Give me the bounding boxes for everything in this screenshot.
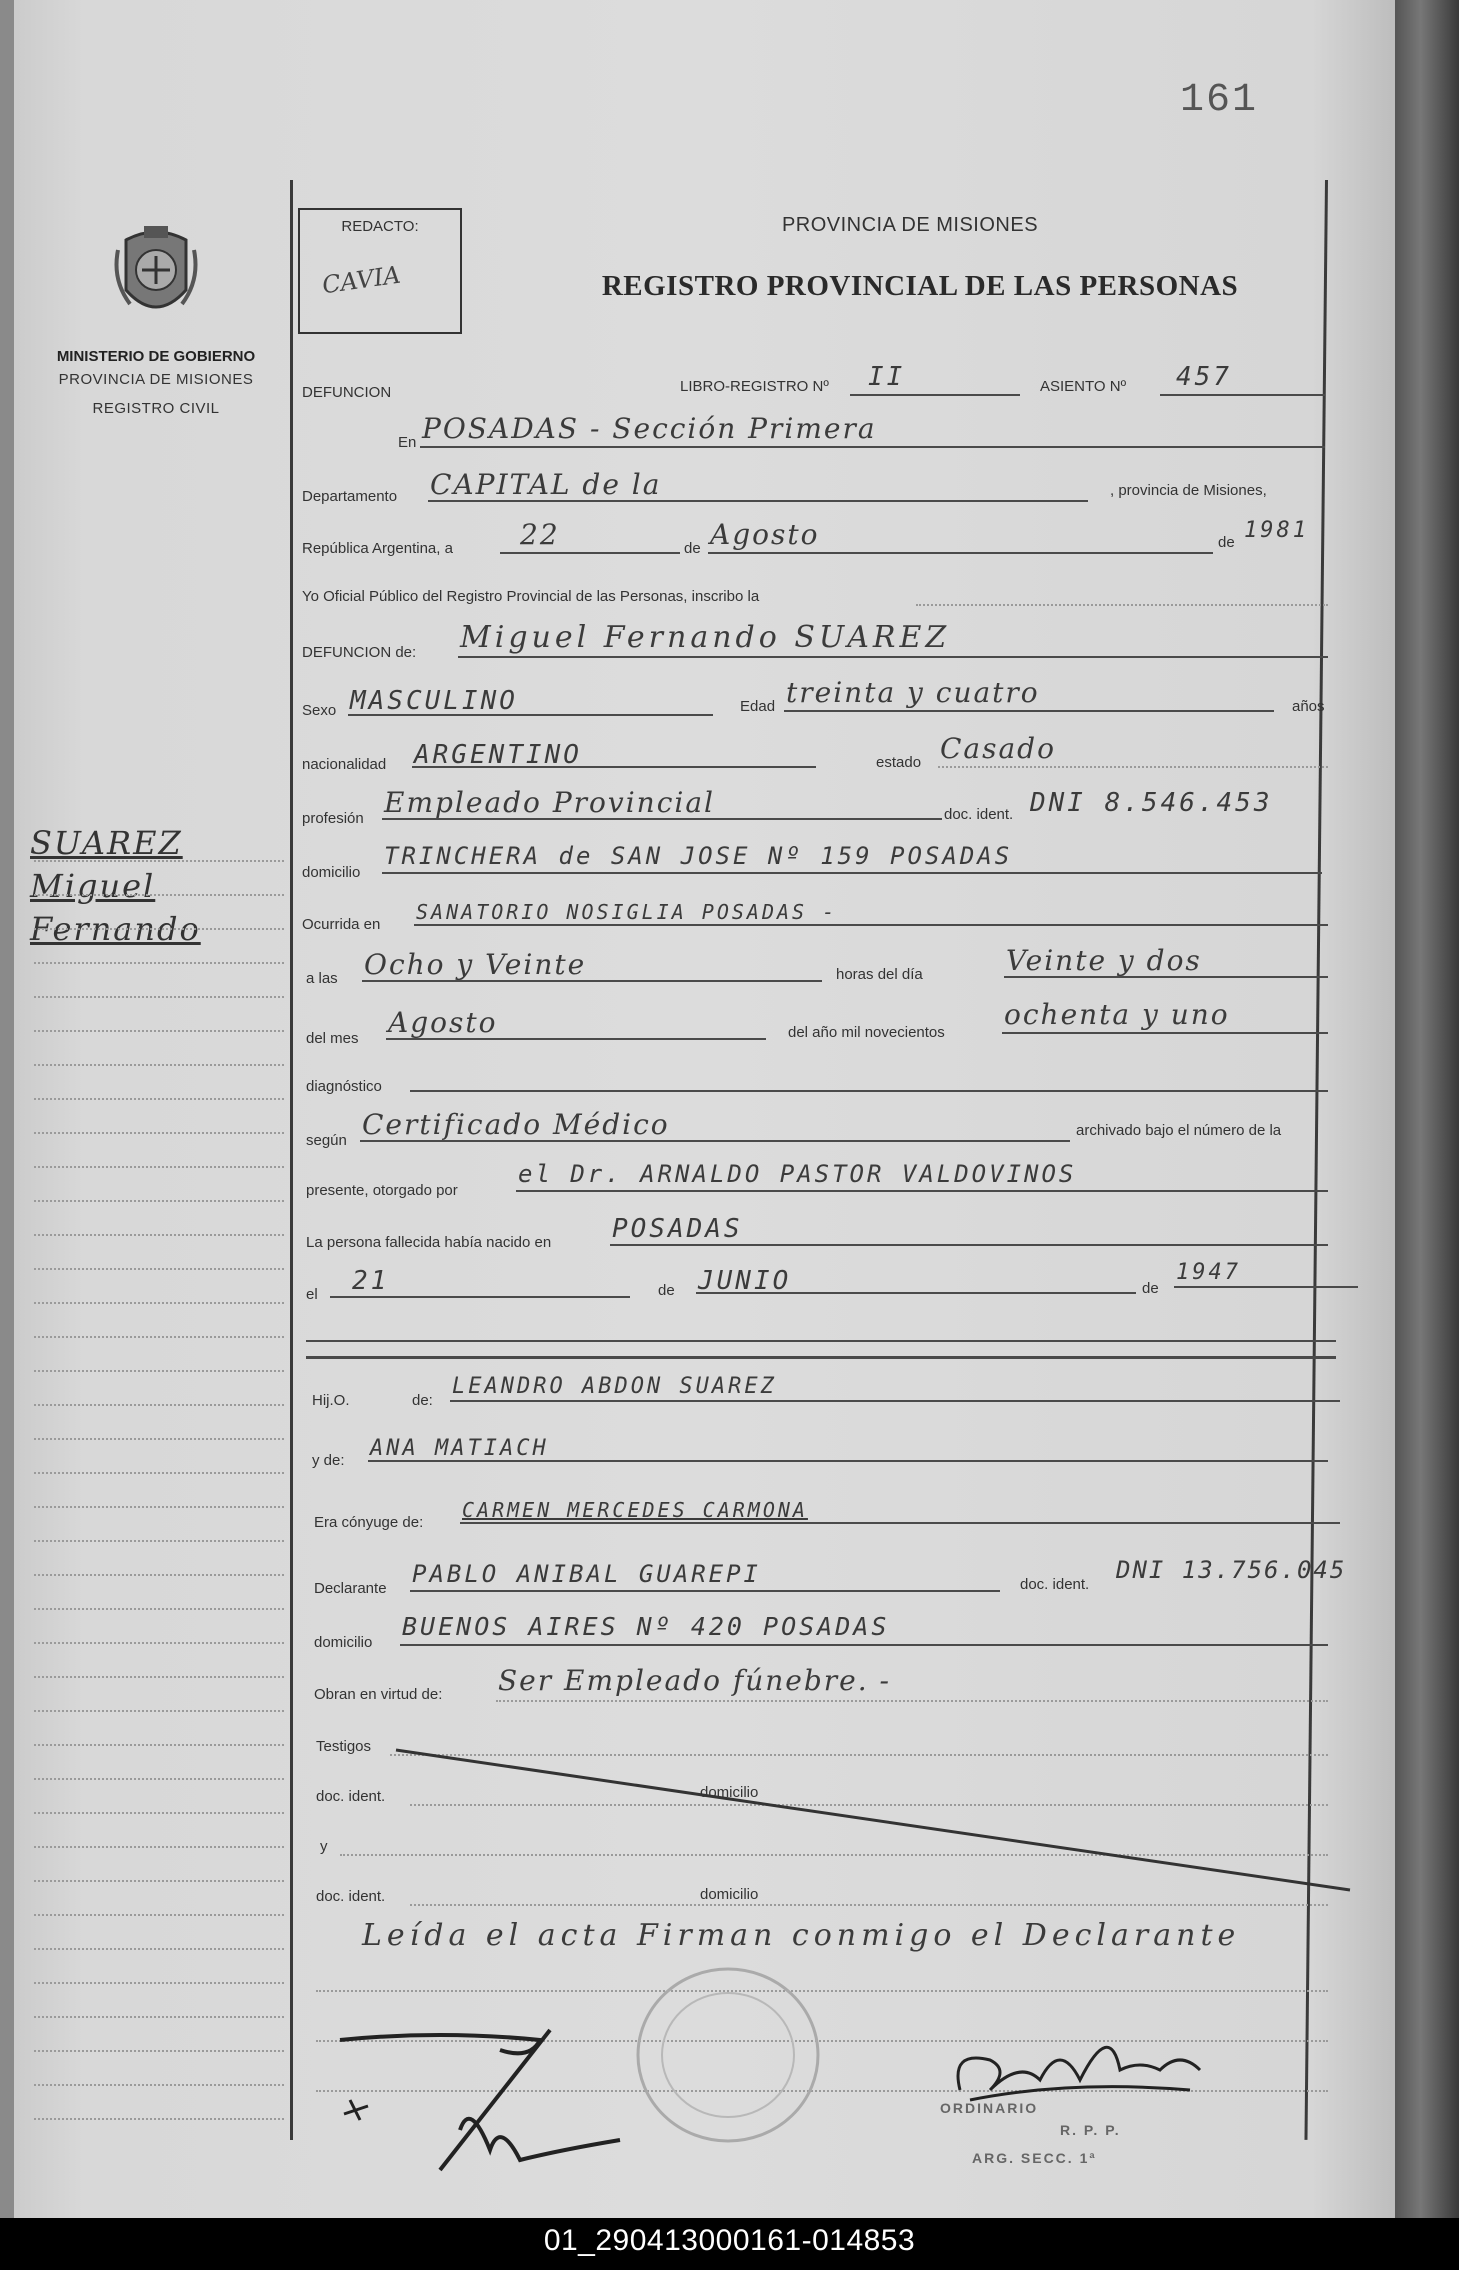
- margin-dotted-line: [34, 1234, 284, 1236]
- declarante-dom-value: BUENOS AIRES Nº 420 POSADAS: [402, 1612, 890, 1641]
- segun-label: según: [306, 1132, 347, 1149]
- doc-ident-label: doc. ident.: [944, 806, 1014, 823]
- declarante-value: PABLO ANIBAL GUAREPI: [412, 1560, 761, 1588]
- domicilio2-label: domicilio: [700, 1886, 759, 1903]
- margin-middle-name: Fernando: [30, 910, 201, 948]
- declarante-line: [410, 1590, 1000, 1592]
- margin-dotted-line: [34, 1778, 284, 1780]
- margin-dotted-line: [34, 1506, 284, 1508]
- presente-label: presente, otorgado por: [306, 1182, 458, 1199]
- libro-label: LIBRO-REGISTRO Nº: [680, 378, 829, 395]
- nacionalidad-label: nacionalidad: [302, 756, 387, 773]
- stamp-line-1: ORDINARIO: [940, 2100, 1039, 2116]
- margin-dotted-line: [34, 1472, 284, 1474]
- declarante-doc-label: doc. ident.: [1020, 1576, 1090, 1593]
- anos-label: años: [1292, 698, 1325, 715]
- libro-value: II: [868, 362, 906, 392]
- margin-surname: SUAREZ: [30, 824, 183, 862]
- doc-ident2-dots: [410, 1904, 1328, 1906]
- mother-name: ANA MATIACH: [370, 1436, 549, 1461]
- asiento-value: 457: [1176, 362, 1232, 392]
- a-las-line: [362, 980, 822, 982]
- margin-dotted-line: [34, 1098, 284, 1100]
- departamento-value: CAPITAL de la: [430, 468, 662, 501]
- edad-line: [784, 710, 1274, 712]
- margin-dotted-line: [34, 1846, 284, 1848]
- margin-name: [30, 822, 201, 951]
- margin-dotted-line: [34, 2050, 284, 2052]
- el-label: el: [306, 1286, 318, 1303]
- departamento-line: [428, 500, 1088, 502]
- doc-ident1-label: doc. ident.: [316, 1788, 386, 1805]
- del-mes-label: del mes: [306, 1030, 359, 1047]
- en-label: En: [398, 434, 417, 451]
- diagnostico-label: diagnóstico: [306, 1078, 382, 1095]
- margin-dotted-line: [34, 1540, 284, 1542]
- ministry-header: [32, 348, 280, 417]
- month-line: [708, 552, 1213, 554]
- sexo-line: [348, 714, 713, 716]
- profesion-line: [382, 818, 942, 820]
- deceased-name: Miguel Fernando SUAREZ: [460, 620, 951, 655]
- en-value: POSADAS - Sección Primera: [422, 412, 877, 445]
- a-las-value: Ocho y Veinte: [364, 948, 587, 981]
- registry-title: REGISTRO PROVINCIAL DE LAS PERSONAS: [601, 270, 1239, 302]
- doc-ident2-label: doc. ident.: [316, 1888, 386, 1905]
- hijo-de-label: de:: [412, 1392, 433, 1409]
- margin-dotted-line: [34, 1336, 284, 1338]
- provincia-label: , provincia de Misiones,: [1110, 482, 1267, 499]
- year-value: 1981: [1244, 518, 1309, 543]
- ministry-province: PROVINCIA DE MISIONES: [58, 371, 254, 388]
- margin-dotted-line: [34, 996, 284, 998]
- coat-of-arms-icon: [108, 220, 204, 332]
- margin-dotted-line: [34, 1268, 284, 1270]
- footer-id: 01_290413000161-014853: [543, 2224, 916, 2257]
- oficial-dots: [916, 604, 1328, 606]
- a-las-label: a las: [306, 970, 338, 987]
- province-title: PROVINCIA DE MISIONES: [781, 214, 1039, 236]
- dia-value: Veinte y dos: [1006, 944, 1202, 977]
- declarante-doc-value: DNI 13.756.045: [1116, 1556, 1347, 1584]
- deceased-line: [458, 656, 1328, 658]
- margin-dotted-line: [34, 1676, 284, 1678]
- month-value: Agosto: [710, 518, 820, 551]
- de-year-label: de: [1218, 534, 1235, 551]
- stamp-line-3: ARG. SECC. 1ª: [972, 2150, 1097, 2166]
- departamento-label: Departamento: [302, 488, 398, 505]
- domicilio-value: TRINCHERA de SAN JOSE Nº 159 POSADAS: [384, 842, 1013, 870]
- declarant-signature: [320, 2010, 650, 2180]
- margin-dotted-line: [34, 2118, 284, 2120]
- domicilio1-label: domicilio: [700, 1784, 759, 1801]
- segun-value: Certificado Médico: [362, 1108, 670, 1141]
- edad-label: Edad: [740, 698, 776, 715]
- act-type: DEFUNCION: [302, 384, 392, 401]
- libro-line: [850, 394, 1020, 396]
- left-frame-line: [290, 180, 293, 2140]
- testigos-label: Testigos: [316, 1738, 372, 1755]
- conyuge-value: CARMEN MERCEDES CARMONA: [462, 1498, 808, 1522]
- margin-dotted-line: [34, 1404, 284, 1406]
- section-divider: [306, 1356, 1336, 1359]
- page-number: 161: [1180, 78, 1259, 123]
- stamp-line-2: R. P. P.: [1060, 2122, 1121, 2138]
- margin-dotted-line: [34, 1914, 284, 1916]
- margin-dotted-line: [34, 1642, 284, 1644]
- segun-line: [360, 1140, 1070, 1142]
- profesion-label: profesión: [302, 810, 364, 827]
- margin-dotted-line: [34, 2084, 284, 2086]
- margin-dotted-line: [34, 1370, 284, 1372]
- en-line: [420, 446, 1325, 448]
- day-value: 22: [520, 518, 560, 551]
- archivado-label: archivado bajo el número de la: [1076, 1122, 1282, 1139]
- margin-dotted-line: [34, 1744, 284, 1746]
- nacido-line: [610, 1244, 1328, 1246]
- domicilio-label: domicilio: [302, 864, 361, 881]
- asiento-label: ASIENTO Nº: [1040, 378, 1127, 395]
- ocurrida-label: Ocurrida en: [302, 916, 381, 933]
- blank-line: [306, 1340, 1336, 1342]
- hijo-label: Hij.O.: [312, 1392, 350, 1409]
- obran-value: Ser Empleado fúnebre. -: [498, 1664, 891, 1697]
- anio-value: ochenta y uno: [1004, 998, 1230, 1031]
- round-seal-stamp: [628, 1960, 828, 2150]
- republica-label: República Argentina, a: [302, 540, 453, 557]
- ministry-registry: REGISTRO CIVIL: [92, 400, 220, 417]
- margin-dotted-line: [34, 1064, 284, 1066]
- ocurrida-value: SANATORIO NOSIGLIA POSADAS -: [416, 900, 838, 924]
- birth-year-line: [1174, 1286, 1358, 1288]
- presente-value: el Dr. ARNALDO PASTOR VALDOVINOS: [518, 1160, 1077, 1188]
- margin-dotted-line: [34, 1608, 284, 1610]
- birth-month-line: [696, 1292, 1136, 1294]
- ocurrida-line: [414, 924, 1328, 926]
- birth-de-label: de: [658, 1282, 675, 1299]
- book-edge: [1395, 0, 1459, 2218]
- nacido-value: POSADAS: [612, 1214, 743, 1244]
- margin-dotted-line: [34, 962, 284, 964]
- margin-dotted-line: [34, 1030, 284, 1032]
- domicilio-line: [382, 872, 1322, 874]
- conyuge-label: Era cónyuge de:: [314, 1514, 424, 1531]
- margin-dotted-line: [34, 1880, 284, 1882]
- defuncion-de-label: DEFUNCION de:: [302, 644, 417, 661]
- edad-value: treinta y cuatro: [786, 676, 1040, 709]
- declarante-label: Declarante: [314, 1580, 387, 1597]
- father-line: [450, 1400, 1340, 1402]
- horas-label: horas del día: [836, 966, 923, 983]
- birth-day-line: [330, 1296, 630, 1298]
- anio-line: [1002, 1032, 1328, 1034]
- day-line: [500, 552, 680, 554]
- estado-label: estado: [876, 754, 922, 771]
- dia-line: [1004, 976, 1328, 978]
- birth-day: 21: [352, 1266, 390, 1296]
- margin-dotted-line: [34, 1132, 284, 1134]
- margin-dotted-line: [34, 2016, 284, 2018]
- page-spine: [0, 0, 14, 2218]
- estado-value: Casado: [940, 732, 1056, 765]
- nacido-label: La persona fallecida había nacido en: [306, 1234, 552, 1251]
- margin-dotted-line: [34, 1812, 284, 1814]
- cancel-line: [390, 1740, 1360, 1900]
- mes-value: Agosto: [388, 1006, 498, 1039]
- margin-dotted-line: [34, 1166, 284, 1168]
- nacionalidad-value: ARGENTINO: [414, 740, 582, 770]
- conyuge-line: [460, 1522, 1340, 1524]
- y-de-label: y de:: [312, 1452, 345, 1469]
- nacionalidad-line: [412, 766, 816, 768]
- ministry-line: MINISTERIO DE GOBIERNO: [56, 348, 256, 365]
- obran-label: Obran en virtud de:: [314, 1686, 443, 1703]
- margin-dotted-line: [34, 1200, 284, 1202]
- estado-dots: [938, 766, 1328, 768]
- margin-dotted-line: [34, 1948, 284, 1950]
- sexo-label: Sexo: [302, 702, 337, 719]
- obran-dots: [496, 1700, 1328, 1702]
- profesion-value: Empleado Provincial: [384, 786, 715, 819]
- margin-dotted-line: [34, 894, 284, 896]
- margin-dotted-line: [34, 1574, 284, 1576]
- declarante-dom-label: domicilio: [314, 1634, 373, 1651]
- oficial-text: Yo Oficial Público del Registro Provincial de las Personas, inscribo la: [302, 588, 760, 605]
- margin-first-name: Miguel: [30, 867, 156, 905]
- asiento-line: [1160, 394, 1325, 396]
- margin-dotted-line: [34, 860, 284, 862]
- de-label: de: [684, 540, 701, 557]
- closing-text: Leída el acta Firman conmigo el Declarante: [362, 1918, 1241, 1953]
- father-name: LEANDRO ABDON SUAREZ: [452, 1374, 777, 1399]
- anio-label: del año mil novecientos: [788, 1024, 945, 1041]
- redacto-box: [298, 208, 462, 334]
- margin-dotted-line: [34, 1438, 284, 1440]
- birth-year: 1947: [1176, 1260, 1241, 1285]
- redacto-value: CAVIA: [320, 260, 403, 300]
- doc-ident-value: DNI 8.546.453: [1030, 788, 1273, 818]
- diagnostico-line: [410, 1090, 1328, 1092]
- declarante-dom-line: [400, 1644, 1328, 1646]
- y-label: y: [320, 1838, 328, 1855]
- birth-month: JUNIO: [698, 1266, 792, 1296]
- margin-dotted-line: [34, 928, 284, 930]
- presente-line: [516, 1190, 1328, 1192]
- margin-dotted-line: [34, 1302, 284, 1304]
- mother-line: [368, 1460, 1328, 1462]
- redacto-label: REDACTO:: [341, 218, 419, 235]
- margin-dotted-line: [34, 1982, 284, 1984]
- birth-de-year-label: de: [1142, 1280, 1159, 1297]
- mes-line: [386, 1038, 766, 1040]
- sexo-value: MASCULINO: [350, 686, 518, 716]
- margin-dotted-line: [34, 1710, 284, 1712]
